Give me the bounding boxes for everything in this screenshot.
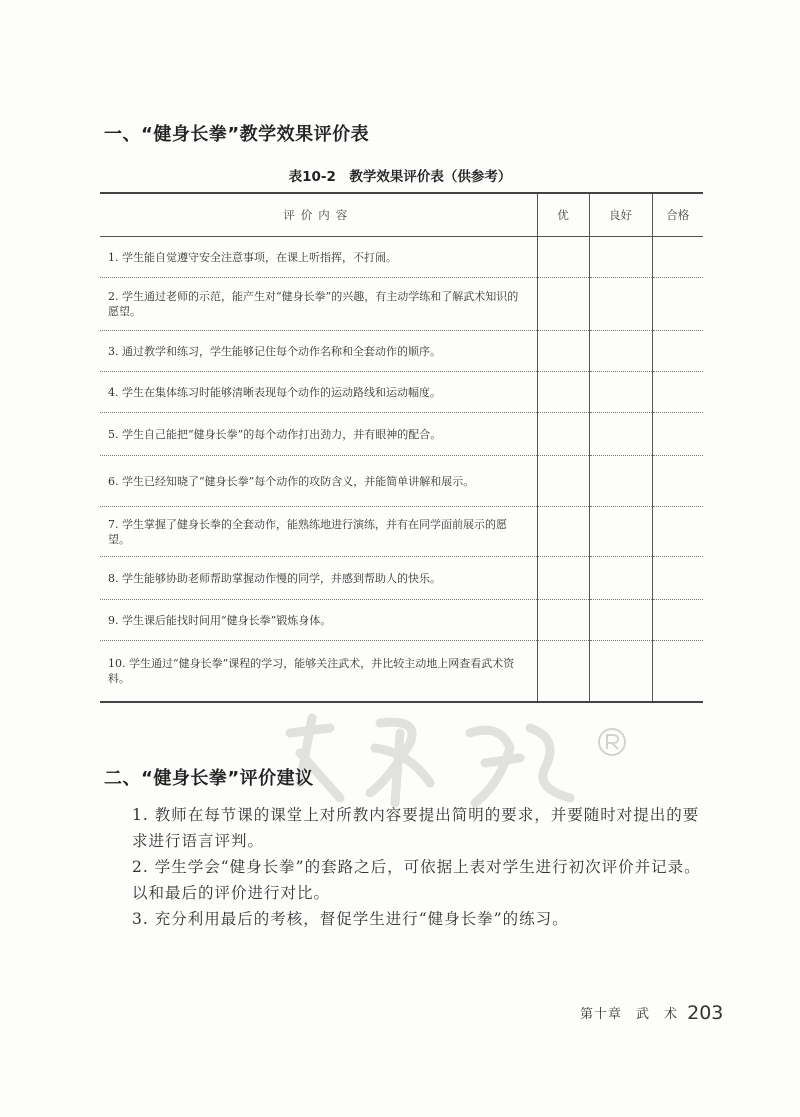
rating-cell-excellent[interactable]	[537, 237, 589, 278]
criterion-text: 5. 学生自己能把“健身长拳”的每个动作打出劲力，并有眼神的配合。	[100, 413, 537, 456]
criterion-text: 3. 通过教学和练习，学生能够记住每个动作名称和全套动作的顺序。	[100, 331, 537, 372]
rating-cell-good[interactable]	[589, 641, 652, 703]
header-pass: 合格	[652, 193, 703, 237]
table-row	[100, 413, 703, 456]
table-row	[100, 641, 703, 703]
page-footer	[580, 1001, 723, 1023]
table-row	[100, 600, 703, 641]
suggestion-paragraph	[104, 802, 714, 854]
suggestion-paragraph	[104, 854, 714, 906]
rating-cell-excellent[interactable]	[537, 600, 589, 641]
rating-cell-pass[interactable]	[652, 456, 703, 507]
rating-cell-excellent[interactable]	[537, 456, 589, 507]
table-row	[100, 456, 703, 507]
rating-cell-pass[interactable]	[652, 641, 703, 703]
rating-cell-excellent[interactable]	[537, 557, 589, 600]
rating-cell-good[interactable]	[589, 507, 652, 557]
evaluation-table	[100, 192, 703, 703]
rating-cell-pass[interactable]	[652, 507, 703, 557]
rating-cell-excellent[interactable]	[537, 372, 589, 413]
rating-cell-good[interactable]	[589, 413, 652, 456]
section-2-title: 二、“健身长拳”评价建议	[104, 768, 314, 789]
table-row	[100, 331, 703, 372]
header-content: 评价内容	[100, 193, 537, 237]
table-row	[100, 557, 703, 600]
suggestion-text: 2. 学生学会“健身长拳”的套路之后，可依据上表对学生进行初次评价并记录。以和最后的评价进行对比。	[132, 858, 701, 902]
rating-cell-pass[interactable]	[652, 600, 703, 641]
table-row	[100, 372, 703, 413]
rating-cell-pass[interactable]	[652, 278, 703, 331]
chapter-label: 第十章 武 术	[580, 1007, 679, 1022]
rating-cell-pass[interactable]	[652, 372, 703, 413]
page-number: 203	[687, 1002, 724, 1024]
rating-cell-excellent[interactable]	[537, 331, 589, 372]
rating-cell-pass[interactable]	[652, 557, 703, 600]
table-caption: 表10-2 教学效果评价表（供参考）	[288, 169, 512, 185]
section-1-title: 一、“健身长拳”教学效果评价表	[104, 124, 370, 145]
criterion-text: 9. 学生课后能找时间用“健身长拳”锻炼身体。	[100, 600, 537, 641]
header-good: 良好	[589, 193, 652, 237]
suggestion-text: 3. 充分利用最后的考核，督促学生进行“健身长拳”的练习。	[132, 910, 569, 928]
rating-cell-excellent[interactable]	[537, 507, 589, 557]
rating-cell-good[interactable]	[589, 372, 652, 413]
rating-cell-good[interactable]	[589, 557, 652, 600]
table-row	[100, 237, 703, 278]
rating-cell-good[interactable]	[589, 456, 652, 507]
header-excellent: 优	[537, 193, 589, 237]
criterion-text: 8. 学生能够协助老师帮助掌握动作慢的同学，并感到帮助人的快乐。	[100, 557, 537, 600]
rating-cell-good[interactable]	[589, 278, 652, 331]
criterion-text: 7. 学生掌握了健身长拳的全套动作，能熟练地进行演练，并有在同学面前展示的愿望。	[100, 507, 537, 557]
rating-cell-good[interactable]	[589, 600, 652, 641]
criterion-text: 1. 学生能自觉遵守安全注意事项，在课上听指挥，不打闹。	[100, 237, 537, 278]
rating-cell-excellent[interactable]	[537, 278, 589, 331]
table-row	[100, 507, 703, 557]
rating-cell-pass[interactable]	[652, 331, 703, 372]
suggestion-paragraph	[104, 906, 714, 932]
criterion-text: 2. 学生通过老师的示范，能产生对“健身长拳”的兴趣，有主动学练和了解武术知识的愿望。	[100, 278, 537, 331]
rating-cell-good[interactable]	[589, 331, 652, 372]
rating-cell-pass[interactable]	[652, 237, 703, 278]
criterion-text: 6. 学生已经知晓了“健身长拳”每个动作的攻防含义，并能简单讲解和展示。	[100, 456, 537, 507]
rating-cell-excellent[interactable]	[537, 641, 589, 703]
criterion-text: 4. 学生在集体练习时能够清晰表现每个动作的运动路线和运动幅度。	[100, 372, 537, 413]
rating-cell-pass[interactable]	[652, 413, 703, 456]
suggestion-text: 1. 教师在每节课的课堂上对所教内容要提出简明的要求，并要随时对提出的要求进行语言评判。	[132, 806, 700, 850]
table-header-row	[100, 193, 703, 237]
rating-cell-excellent[interactable]	[537, 413, 589, 456]
criterion-text: 10. 学生通过“健身长拳”课程的学习，能够关注武术，并比较主动地上网查看武术资料。	[100, 641, 537, 703]
registered-mark-icon	[597, 727, 627, 757]
rating-cell-good[interactable]	[589, 237, 652, 278]
table-row	[100, 278, 703, 331]
